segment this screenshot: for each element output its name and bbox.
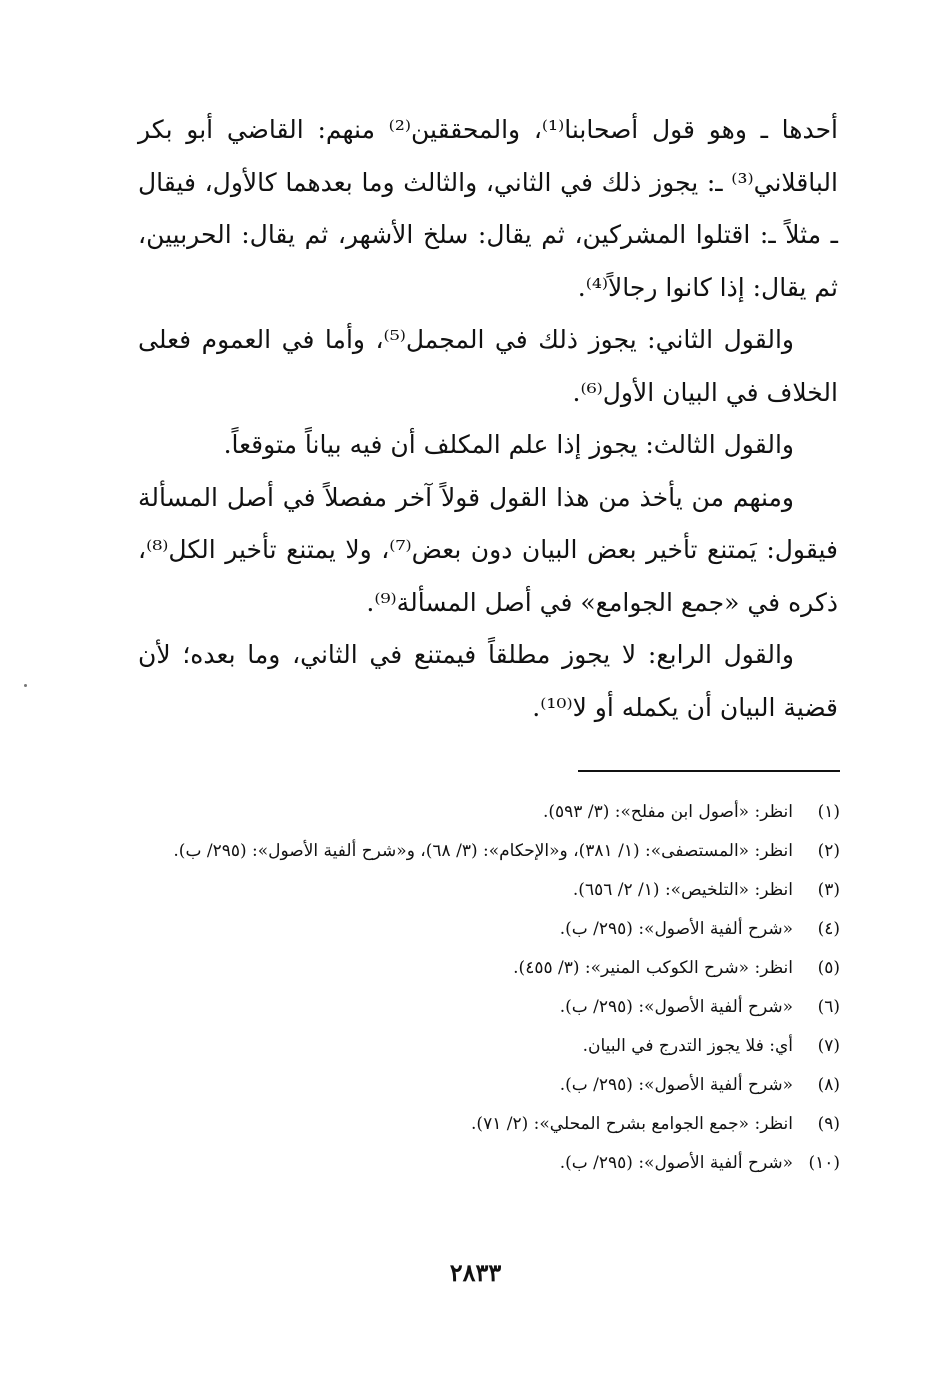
footnote-5 [140, 949, 840, 988]
footnote-text: انظر: «شرح الكوكب المنير»: (٣/ ٤٥٥). [513, 958, 793, 978]
footnote-10 [140, 1144, 840, 1183]
footnote-number: (٨) [817, 1075, 840, 1095]
paragraph-3: والقول الثالث: يجوز إذا علم المكلف أن فيه بياناً متوقعاً. [223, 430, 794, 459]
footnote-1 [140, 793, 840, 832]
footnote-4 [140, 910, 840, 949]
footnote-3 [140, 871, 840, 910]
paragraph-1: أحدها ـ وهو قول أصحابنا⁽¹⁾، والمحققين⁽²⁾ منهم: القاضي أبو بكر الباقلاني⁽³⁾ ـ: يجوز ذلك في الثاني، والثالث وما بعدهما كالأول، فيقال ـ مثلاً ـ: اقتلوا المشركين، ثم يقال: سلخ الأشهر، ثم يقال: الحربيين، ثم يقال: إذا كانوا رجالاً⁽⁴⁾. [138, 115, 838, 302]
footnote-number: (٣) [817, 880, 840, 900]
footnote-text: انظر: «أصول ابن مفلح»: (٣/ ٥٩٣). [542, 802, 793, 822]
paragraph-2: والقول الثاني: يجوز ذلك في المجمل⁽⁵⁾، وأما في العموم فعلى الخلاف في البيان الأول⁽⁶⁾. [138, 325, 838, 407]
footnote-number: (٧) [817, 1036, 840, 1056]
footnote-text: انظر: «المستصفى»: (١/ ٣٨١)، و«الإحكام»: (٣/ ٦٨)، و«شرح ألفية الأصول»: (٢٩٥/ ب). [173, 841, 793, 861]
footnote-number: (٩) [817, 1114, 840, 1134]
paragraph-5: والقول الرابع: لا يجوز مطلقاً فيمتنع في الثاني، وما بعده؛ لأن قضية البيان أن يكمله أو لا⁽¹⁰⁾. [138, 640, 838, 722]
footnote-separator [578, 770, 840, 772]
footnote-6 [140, 988, 840, 1027]
scan-speck [24, 684, 27, 687]
footnotes [140, 793, 840, 1183]
footnote-text: «شرح ألفية الأصول»: (٢٩٥/ ب). [559, 1075, 793, 1095]
footnote-number: (١٠) [808, 1153, 840, 1173]
footnote-number: (٤) [817, 919, 840, 939]
footnote-number: (٦) [817, 997, 840, 1017]
main-text [138, 104, 838, 734]
footnote-text: انظر: «التلخيص»: (١/ ٢/ ٦٥٦). [572, 880, 793, 900]
footnote-2 [140, 832, 840, 871]
footnote-text: «شرح ألفية الأصول»: (٢٩٥/ ب). [559, 1153, 793, 1173]
footnote-number: (٥) [817, 958, 840, 978]
footnote-text: انظر: «جمع الجوامع بشرح المحلي»: (٢/ ٧١). [471, 1114, 793, 1134]
footnote-9 [140, 1105, 840, 1144]
paragraph-4: ومنهم من يأخذ من هذا القول قولاً آخر مفصلاً في أصل المسألة فيقول: يَمتنع تأخير بعض البيان دون بعض⁽⁷⁾، ولا يمتنع تأخير الكل⁽⁸⁾، ذكره في «جمع الجوامع» في أصل المسألة⁽⁹⁾. [138, 482, 838, 617]
footnote-text: «شرح ألفية الأصول»: (٢٩٥/ ب). [559, 919, 793, 939]
footnote-text: «شرح ألفية الأصول»: (٢٩٥/ ب). [559, 997, 793, 1017]
footnote-7 [140, 1027, 840, 1066]
footnote-8 [140, 1066, 840, 1105]
footnote-text: أي: فلا يجوز التدرج في البيان. [582, 1036, 793, 1056]
footnote-number: (٢) [817, 841, 840, 861]
footnote-number: (١) [817, 802, 840, 822]
page-number: ٢٨٣٣ [449, 1258, 502, 1287]
